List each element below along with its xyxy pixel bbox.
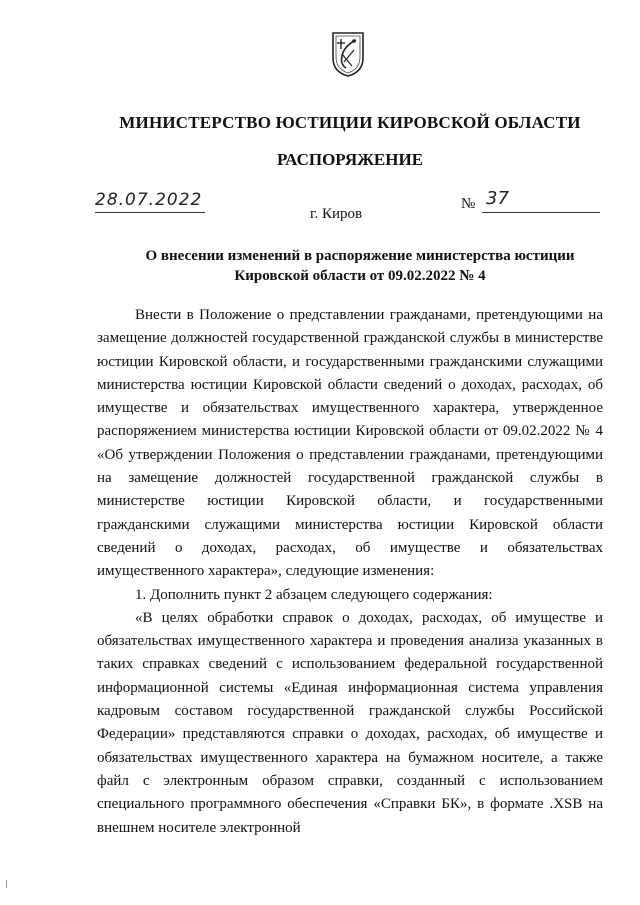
document-number: 37 <box>486 188 509 209</box>
paragraph-intro: Внести в Положение о представлении гражданами, претендующими на замещение должностей государственной гражданской службы в министерстве юстиции Кировской области, и государственными гражданскими служащими министерства юстиции Кировской области сведений о доходах, расходах, об имуществе и обязательствах имущественного характера, утвержденное распоряжением министерства юстиции Кировской области от 09.02.2022 № 4 «Об утверждении Положения о представлении гражданами, претендующими на замещение должностей государственной гражданской службы в министерстве юстиции Кировской области, и государственными гражданскими служащими министерства юстиции Кировской области сведений о доходах, расходах, об имуществе и обязательствах имущественного характера», следующие изменения: <box>97 307 603 580</box>
subject-line-2: Кировской области от 09.02.2022 № 4 <box>234 268 486 284</box>
kirov-coat-of-arms-icon <box>330 30 366 78</box>
margin-mark <box>6 880 7 888</box>
ministry-name: МИНИСТЕРСТВО ЮСТИЦИИ КИРОВСКОЙ ОБЛАСТИ <box>119 113 581 132</box>
document-body <box>97 304 603 840</box>
subject-line-1: О внесении изменений в распоряжение министерства юстиции <box>145 248 575 264</box>
number-label: № <box>461 196 476 212</box>
number-underline <box>482 212 600 213</box>
date-underline <box>95 212 205 213</box>
document-subject <box>120 246 600 286</box>
paragraph-item-1: 1. Дополнить пункт 2 абзацем следующего содержания: <box>135 586 493 603</box>
city-name: г. Киров <box>310 206 363 222</box>
paragraph-quote: «В целях обработки справок о доходах, расходах, об имуществе и обязательствах имущественного характера и проведения анализа указанных в таких справках сведений с использованием федеральной государственной информационной системы «Единая информационная система управления кадровым составом государственной гражданской службы Российской Федерации» представляются справки о доходах, расходах, об имуществе и обязательствах имущественного характера на бумажном носителе, а также файл с электронным образом справки, созданный с использованием специального программного обеспечения «Справки БК», в формате .XSB на внешнем носителе электронной <box>97 609 603 836</box>
document-date: 28.07.2022 <box>95 190 203 210</box>
document-type: РАСПОРЯЖЕНИЕ <box>276 150 424 169</box>
